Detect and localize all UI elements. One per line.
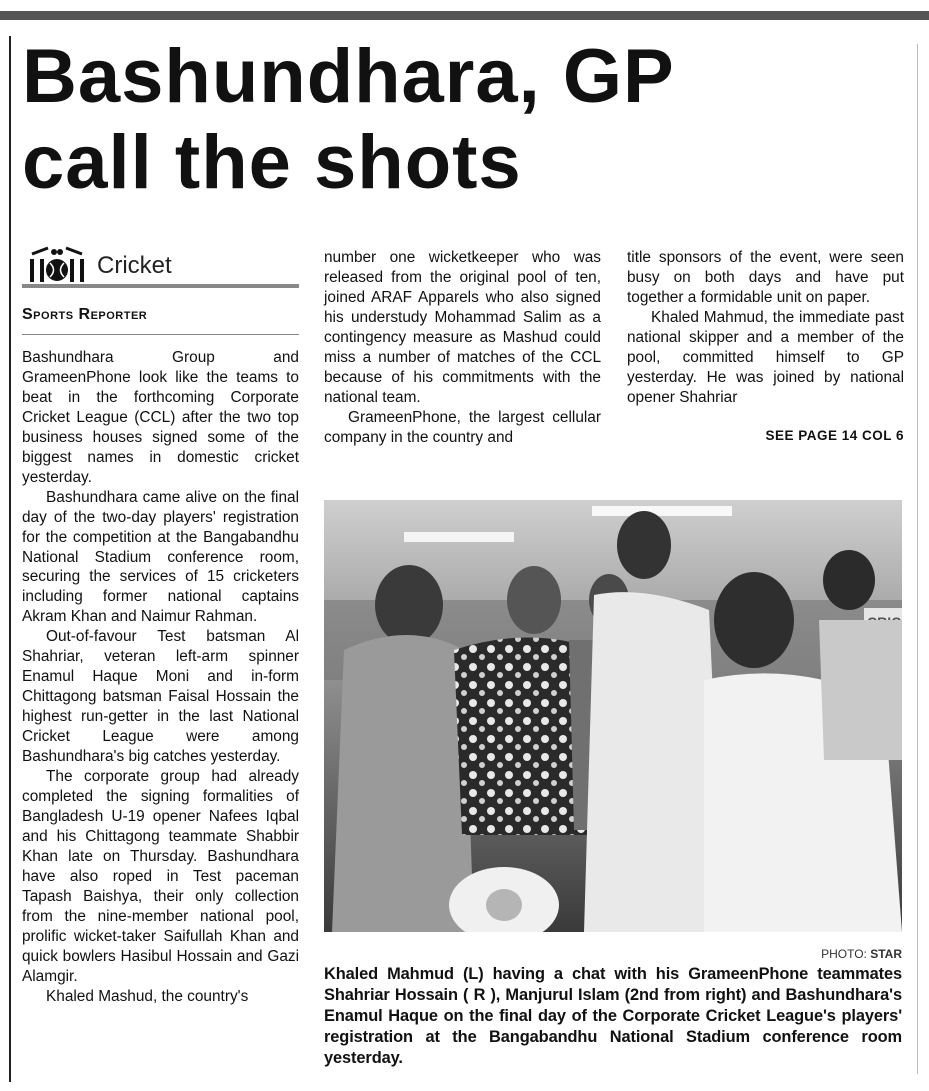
paragraph: Bashundhara came alive on the final day of the two-day players' registration for the competition at the Bangabandhu National Stadium conference room, securing the services of 15 cricketers including former national captains Akram Khan and Naimur Rahman. [22, 488, 299, 626]
photo-credit-prefix: PHOTO: [821, 947, 871, 961]
paragraph: Out-of-favour Test batsman Al Shahriar, veteran left-arm spinner Enamul Haque Moni and in-form Chittagong batsman Faisal Hossain the highest run-getter in the last National Cricket League were among Bashundhara's big catches yesterday. [22, 628, 299, 766]
section-kicker [22, 246, 299, 288]
byline: Sports Reporter [22, 306, 148, 323]
paragraph: Khaled Mashud, the country's [46, 987, 249, 1005]
paragraph: number one wicketkeeper who was released from the original pool of ten, joined ARAF Apparels who also signed his understudy Mohammad Salim as a contingency measure as Mashud could miss a number of matches of the CCL because of his commitments with the national team. [324, 249, 601, 406]
news-photo [324, 500, 902, 932]
kicker-rule [22, 284, 299, 288]
left-border-rule [9, 36, 11, 1082]
kicker-label: Cricket [97, 252, 172, 279]
cricket-stumps-ball-icon [22, 246, 92, 282]
article-column-2 [324, 248, 601, 448]
photo-illustration [324, 500, 902, 932]
paragraph: Khaled Mahmud, the immediate past national skipper and a member of the pool, committed himself to GP yesterday. He was joined by national opener Shahriar [627, 308, 904, 406]
photo-caption: Khaled Mahmud (L) having a chat with his GrameenPhone teammates Shahriar Hossain ( R ), Manjurul Islam (2nd from right) and Bashundhara's Enamul Haque on the final day of the Corporate Cricket League's players' registration at the Bangabandhu National Stadium conference room yesterday. [324, 965, 902, 1067]
headline-line-2: call the shots [22, 120, 522, 205]
photo-credit-source: STAR [870, 947, 902, 961]
paragraph: The corporate group had already completed the signing formalities of Bangladesh U-19 opener Nafees Iqbal and his Chittagong teammate Shabbir Khan late on Thursday. Bashundhara have also roped in Test paceman Tapash Baishya, their only collection from the nine-member national pool, prolific wicket-taker Saifullah Khan and quick bowlers Hasibul Hossain and Gazi Alamgir. [22, 768, 299, 985]
article-column-3 [627, 248, 904, 408]
byline-rule [22, 334, 299, 335]
paragraph: Bashundhara Group and GrameenPhone look like the teams to beat in the forthcoming Corporate Cricket League (CCL) after the two top business houses signed some of the biggest names in domestic cricket yesterday. [22, 349, 299, 486]
top-rule [0, 11, 929, 20]
right-border-rule [917, 44, 918, 1074]
headline-line-1: Bashundhara, GP [22, 34, 675, 119]
article-column-1 [22, 348, 299, 1006]
paragraph: GrameenPhone, the largest cellular company in the country and [324, 408, 601, 446]
headline [22, 34, 902, 206]
paragraph: title sponsors of the event, were seen busy on both days and have put together a formidable unit on paper. [627, 249, 904, 306]
continued-jump-line: SEE PAGE 14 COL 6 [765, 428, 904, 443]
photo-credit [600, 947, 902, 961]
